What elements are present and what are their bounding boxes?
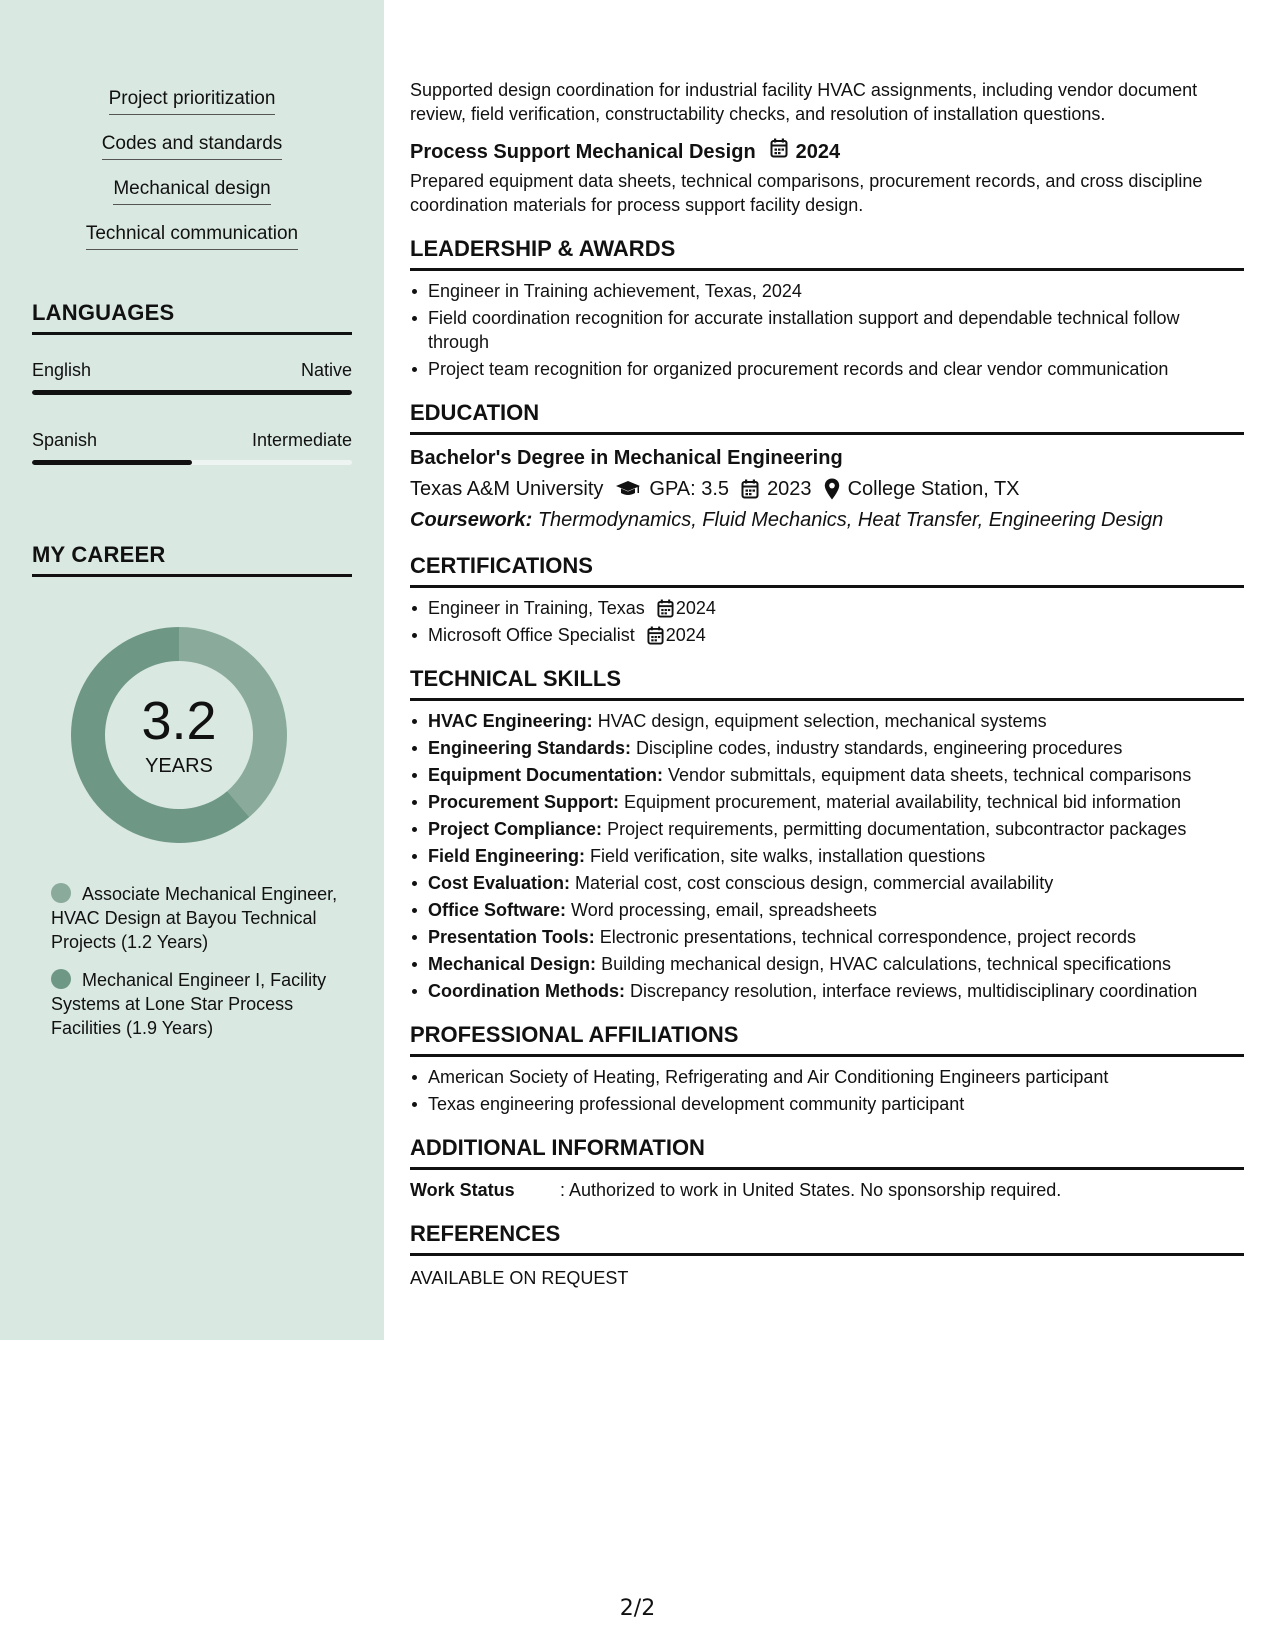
skill-item <box>0 131 384 160</box>
list-item <box>410 763 1244 787</box>
job-description: Prepared equipment data sheets, technical comparisons, procurement records, and cross discipline coordination materials for process support facility design. <box>410 171 1203 215</box>
skill-item <box>0 176 384 205</box>
languages-heading: LANGUAGES <box>32 300 352 335</box>
affiliations-list <box>410 1065 1244 1116</box>
list-item <box>410 925 1244 949</box>
career-legend <box>51 882 341 1054</box>
list-item <box>410 952 1244 976</box>
language-proficiency-bar <box>32 460 352 465</box>
calendar-icon <box>770 138 788 165</box>
donut-center <box>66 622 292 848</box>
education-heading: EDUCATION <box>410 399 1244 435</box>
sidebar <box>0 0 384 1340</box>
skill-text: Building mechanical design, HVAC calculations, technical specifications <box>601 954 1172 974</box>
education-coursework <box>410 506 1244 534</box>
list-item <box>410 596 1244 620</box>
career-item <box>51 882 341 954</box>
list-item <box>410 623 1244 647</box>
list-item <box>410 979 1244 1003</box>
skill-text: Vendor submittals, equipment data sheets, technical comparisons <box>668 765 1192 785</box>
career-item-text: Associate Mechanical Engineer, HVAC Design at Bayou Technical Projects (1.2 Years) <box>51 884 338 952</box>
job-title-row <box>410 138 1244 165</box>
technical-skills-list <box>410 709 1244 1003</box>
skills-list <box>0 86 384 266</box>
skill-label: Coordination Methods: <box>428 981 625 1001</box>
career-total-value: 3.2 <box>141 691 217 751</box>
page-number: 2/2 <box>619 1596 656 1621</box>
calendar-icon <box>657 599 674 618</box>
cert-year: 2024 <box>665 625 706 645</box>
list-item: Field coordination recognition for accurate installation support and dependable technical follow through <box>410 306 1244 354</box>
language-level: Native <box>300 360 352 380</box>
skill-text: Word processing, email, spreadsheets <box>571 900 877 920</box>
skill-label: HVAC Engineering: <box>428 711 593 731</box>
language-english <box>32 358 352 395</box>
career-heading: MY CAREER <box>32 542 352 577</box>
legend-dot-icon <box>51 969 71 989</box>
cert-year: 2024 <box>675 598 716 618</box>
skill-label: Office Software: <box>428 900 567 920</box>
education-details <box>410 475 1244 503</box>
skill-text: Material cost, cost conscious design, commercial availability <box>575 873 1054 893</box>
cert-name: Microsoft Office Specialist <box>428 625 635 645</box>
skill-text: Discrepancy resolution, interface reviews, multidisciplinary coordination <box>630 981 1198 1001</box>
calendar-icon <box>647 626 664 645</box>
calendar-icon <box>741 479 759 499</box>
graduation-cap-icon <box>615 480 641 498</box>
skill-label: Procurement Support: <box>428 792 620 812</box>
legend-dot-icon <box>51 883 71 903</box>
language-proficiency-fill <box>32 390 352 395</box>
affiliations-heading: PROFESSIONAL AFFILIATIONS <box>410 1021 1244 1057</box>
list-item <box>410 898 1244 922</box>
language-proficiency-fill <box>32 460 192 465</box>
skill-label: Field Engineering: <box>428 846 586 866</box>
career-total-unit: YEARS <box>145 755 213 777</box>
list-item <box>410 844 1244 868</box>
list-item <box>410 790 1244 814</box>
list-item <box>410 817 1244 841</box>
career-item-text: Mechanical Engineer I, Facility Systems at Lone Star Process Facilities (1.9 Years) <box>51 970 327 1038</box>
language-name: Spanish <box>32 430 98 450</box>
language-spanish <box>32 428 352 465</box>
skill-label: Cost Evaluation: <box>428 873 571 893</box>
skill-text: HVAC design, equipment selection, mechanical systems <box>597 711 1047 731</box>
main-content <box>410 78 1244 1290</box>
education-school: Texas A&M University <box>410 478 604 500</box>
education-location: College Station, TX <box>847 478 1020 500</box>
job-year: 2024 <box>795 140 841 163</box>
skill-label: Project prioritization <box>109 86 276 115</box>
language-proficiency-bar <box>32 390 352 395</box>
additional-info-heading: ADDITIONAL INFORMATION <box>410 1134 1244 1170</box>
intro-text: Supported design coordination for industrial facility HVAC assignments, including vendor document review, field verification, constructability checks, and resolution of installation questions. <box>410 80 1198 124</box>
education-degree: Bachelor's Degree in Mechanical Engineering <box>410 447 843 469</box>
skill-label: Mechanical design <box>113 176 270 205</box>
job-title: Process Support Mechanical Design <box>410 140 756 163</box>
references-heading: REFERENCES <box>410 1220 1244 1256</box>
skill-label: Mechanical Design: <box>428 954 597 974</box>
list-item: Project team recognition for organized procurement records and clear vendor communication <box>410 357 1244 381</box>
skill-text: Project requirements, permitting documentation, subcontractor packages <box>607 819 1187 839</box>
leadership-heading: LEADERSHIP & AWARDS <box>410 235 1244 271</box>
skill-label: Presentation Tools: <box>428 927 595 947</box>
language-name: English <box>32 360 92 380</box>
certifications-heading: CERTIFICATIONS <box>410 552 1244 588</box>
career-donut-chart <box>66 622 292 848</box>
location-pin-icon <box>824 478 840 500</box>
skill-text: Discipline codes, industry standards, engineering procedures <box>636 738 1123 758</box>
coursework-label: Coursework: <box>410 509 533 531</box>
skill-item <box>0 221 384 250</box>
technical-skills-heading: TECHNICAL SKILLS <box>410 665 1244 701</box>
skill-label: Engineering Standards: <box>428 738 632 758</box>
skill-label: Technical communication <box>86 221 298 250</box>
skill-label: Codes and standards <box>102 131 283 160</box>
references-text: AVAILABLE ON REQUEST <box>410 1268 629 1288</box>
list-item <box>410 736 1244 760</box>
skill-label: Equipment Documentation: <box>428 765 663 785</box>
work-status-value: : Authorized to work in United States. No sponsorship required. <box>560 1180 1062 1200</box>
coursework-text: Thermodynamics, Fluid Mechanics, Heat Transfer, Engineering Design <box>537 509 1164 531</box>
skill-label: Project Compliance: <box>428 819 603 839</box>
work-status-row <box>410 1178 1244 1202</box>
list-item <box>410 871 1244 895</box>
skill-item <box>0 86 384 115</box>
list-item: Texas engineering professional development community participant <box>410 1092 1244 1116</box>
cert-name: Engineer in Training, Texas <box>428 598 645 618</box>
leadership-list <box>410 279 1244 381</box>
skill-text: Field verification, site walks, installation questions <box>590 846 986 866</box>
certifications-list <box>410 596 1244 647</box>
skill-text: Electronic presentations, technical correspondence, project records <box>599 927 1136 947</box>
education-year: 2023 <box>767 478 812 500</box>
list-item: American Society of Heating, Refrigerating and Air Conditioning Engineers participant <box>410 1065 1244 1089</box>
list-item <box>410 709 1244 733</box>
skill-text: Equipment procurement, material availability, technical bid information <box>624 792 1181 812</box>
work-status-label: Work Status <box>410 1180 515 1200</box>
language-level: Intermediate <box>251 430 352 450</box>
career-item <box>51 968 341 1040</box>
list-item: Engineer in Training achievement, Texas, 2024 <box>410 279 1244 303</box>
education-gpa: GPA: 3.5 <box>649 478 730 500</box>
